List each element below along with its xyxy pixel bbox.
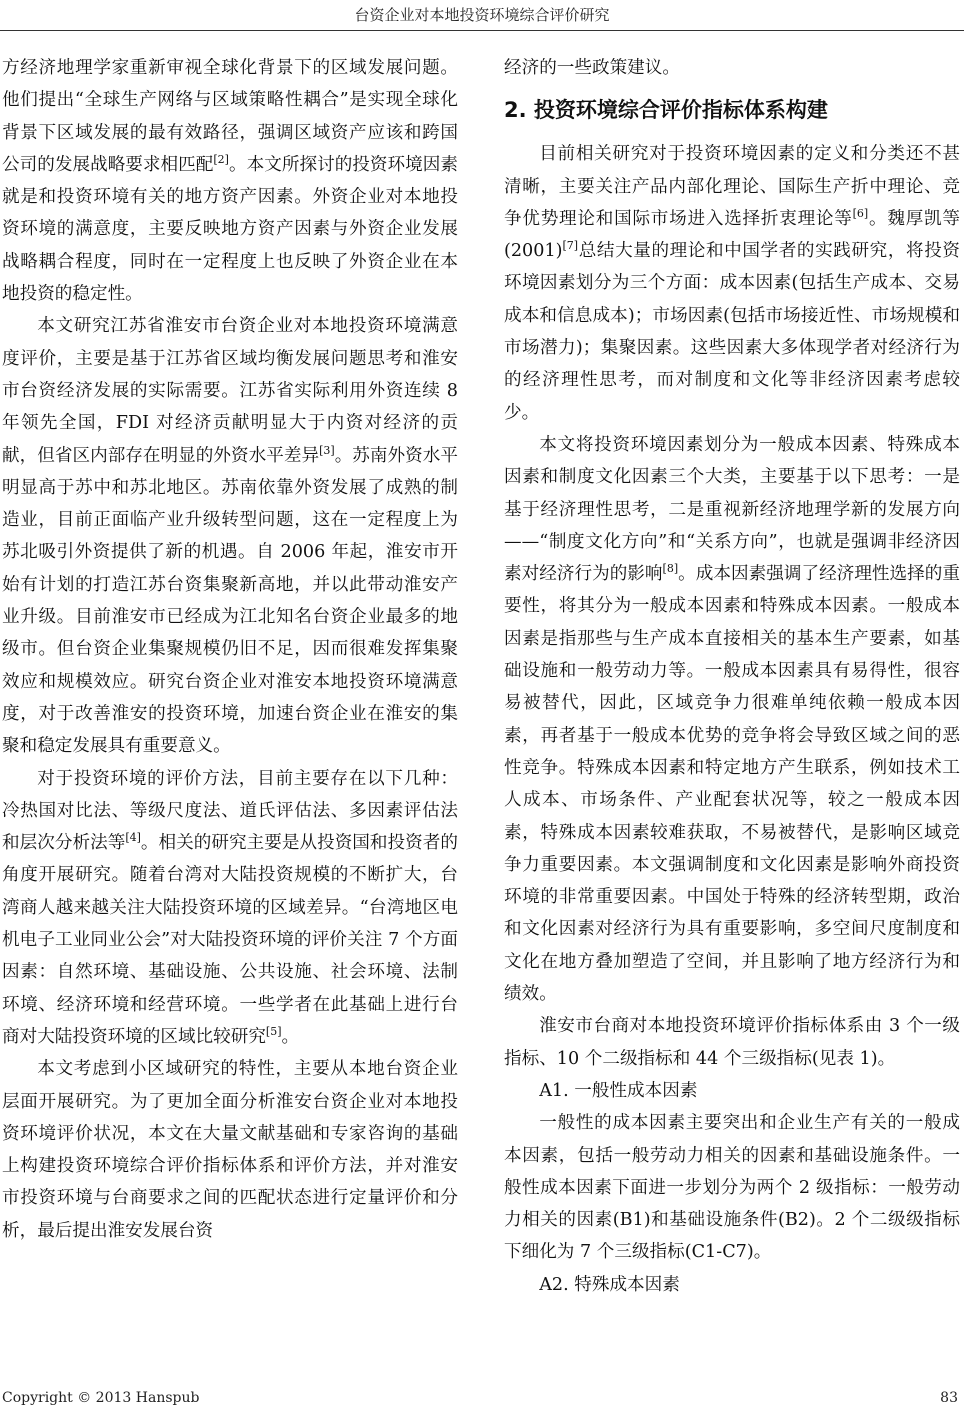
text-run: 目前相关研究对于投资环境因素的定义和分类还不甚清晰，主要关注产品内部化理论、国际生产折中理论、竞争优势理论和国际市场进入选择折衷理论等 — [504, 144, 960, 229]
citation: [4] — [125, 831, 141, 845]
text-run: 。 — [281, 1026, 300, 1047]
paragraph — [2, 1053, 458, 1247]
text-run: 本文将投资环境因素划分为一般成本因素、特殊成本因素和制度文化因素三个大类，主要基于以下思考：一是基于经济理性思考，二是重视新经济地理学新的发展方向——“制度文化方向”和“关系方向”，也就是强调非经济因素对经济行为的影响 — [504, 434, 960, 585]
text-run: 总结大量的理论和中国学者的实践研究，将投资环境因素划分为三个方面：成本因素(包括生产成本、交易成本和信息成本)；市场因素(包括市场接近性、市场规模和市场潜力)；集聚因素。这些因素大多体现学者对经济行为的经济理性思考，而对制度和文化等非经济因素考虑较少。 — [504, 241, 960, 423]
citation: [8] — [662, 562, 679, 576]
paragraph — [504, 138, 960, 429]
paragraph: 一般性的成本因素主要突出和企业生产有关的一般成本因素，包括一般劳动力相关的因素和基础设施条件。一般性成本因素下面进一步划分为两个 2 级指标：一般劳动力相关的因素(B1)和基础设施条件(B2)。2 个二级级指标下细化为 7 个三级指标(C1-C7)。 — [504, 1113, 960, 1263]
paragraph: 淮安市台商对本地投资环境评价指标体系由 3 个一级指标、10 个二级指标和 44 个三级指标(见表 1)。 — [504, 1016, 960, 1069]
text-run: 对于投资环境的评价方法，目前主要存在以下几种：冷热国对比法、等级尺度法、道氏评估法、多因素评估法和层次分析法等 — [2, 768, 458, 854]
paragraph — [2, 310, 458, 762]
subsection-heading: A1. 一般性成本因素 — [539, 1080, 698, 1101]
paragraph — [504, 429, 960, 1010]
right-column — [504, 52, 960, 1301]
text-run: 。魏厚凯等(2001) — [504, 208, 960, 262]
text-run: 本文考虑到小区域研究的特性，主要从本地台资企业层面开展研究。为了更加全面分析淮安台资企业对本地投资环境评价状况，本文在大量文献基础和专家咨询的基础上构建投资环境综合评价指标体系和评价方法，并对淮安市投资环境与台商要求之间的匹配状态进行定量评价和分析，最后提出淮安发展台资 — [2, 1059, 458, 1241]
citation: [6] — [852, 206, 869, 220]
paragraph: 经济的一些政策建议。 — [504, 58, 680, 78]
subsection-heading: A2. 特殊成本因素 — [539, 1274, 680, 1295]
text-run: 。相关的研究主要是从投资国和投资者的角度开展研究。随着台湾对大陆投资规模的不断扩大，台湾商人越来越关注大陆投资环境的区域差异。“台湾地区电机电子工业同业公会”对大陆投资环境的评价关注 7 个方面因素：自然环境、基础设施、公共设施、社会环境、法制环境、经济环境和经营环境。一些学者在此基础上进行台商对大陆投资环境的区域比较研究 — [2, 833, 458, 1047]
text-run: 。成本因素强调了经济理性选择的重要性，将其分为一般成本因素和特殊成本因素。一般成本因素是指那些与生产成本直接相关的基本生产要素，如基础设施和一般劳动力等。一般成本因素具有易得性，很容易被替代，因此，区域竞争力很难单纯依赖一般成本因素，再者基于一般成本优势的竞争将会导致区域之间的恶性竞争。特殊成本因素和特定地方产生联系，例如技术工人成本、市场条件、产业配套状况等，较之一般成本因素，特殊成本因素较难获取，不易被替代，是影响区域竞争力重要因素。本文强调制度和文化因素是影响外商投资环境的非常重要因素。中国处于特殊的经济转型期，政治和文化因素对经济行为具有重要影响，多空间尺度制度和文化在地方叠加塑造了空间，并且影响了地方经济行为和绩效。 — [504, 564, 960, 1005]
copyright-notice: Copyright © 2013 Hanspub — [2, 1390, 200, 1406]
left-column — [2, 52, 458, 1247]
running-title: 台资企业对本地投资环境综合评价研究 — [354, 6, 610, 24]
paragraph — [2, 52, 458, 310]
page-number: 83 — [940, 1390, 958, 1406]
citation: [5] — [265, 1024, 282, 1038]
text-run: 方经济地理学家重新审视全球化背景下的区域发展问题。他们提出“全球生产网络与区域策略性耦合”是实现全球化背景下区域发展的最有效路径，强调区域资产应该和跨国公司的发展战略要求相匹配 — [2, 58, 458, 175]
text-run: 本文研究江苏省淮安市台资企业对本地投资环境满意度评价，主要是基于江苏省区域均衡发展问题思考和淮安市台资经济发展的实际需要。江苏省实际利用外资连续 8 年领先全国，FDI 对经济贡献明显大于内资对经济的贡献，但省区内部存在明显的外资水平差异 — [2, 316, 458, 466]
header-rule — [0, 30, 964, 31]
text-run: 。苏南外资水平明显高于苏中和苏北地区。苏南依靠外资发展了成熟的制造业，目前正面临产业升级转型问题，这在一定程度上为苏北吸引外资提供了新的机遇。自 2006 年起，淮安市开始有计划的打造江苏台资集聚新高地，并以此带动淮安产业升级。目前淮安市已经成为江北知名台资企业最多的地级市。但台资企业集聚规模仍旧不足，因而很难发挥集聚效应和规模效应。研究台资企业对淮安本地投资环境满意度，对于改善淮安的投资环境，加速台资企业在淮安的集聚和稳定发展具有重要意义。 — [2, 445, 458, 757]
text-run: 。本文所探讨的投资环境因素就是和投资环境有关的地方资产因素。外资企业对本地投资环境的满意度，主要反映地方资产因素与外资企业发展战略耦合程度，同时在一定程度上也反映了外资企业在本地投资的稳定性。 — [2, 154, 458, 305]
citation: [3] — [319, 443, 335, 457]
paragraph — [2, 763, 458, 1054]
citation: [7] — [562, 239, 579, 253]
section-heading: 2. 投资环境综合评价指标体系构建 — [504, 98, 828, 123]
citation: [2] — [213, 152, 229, 166]
